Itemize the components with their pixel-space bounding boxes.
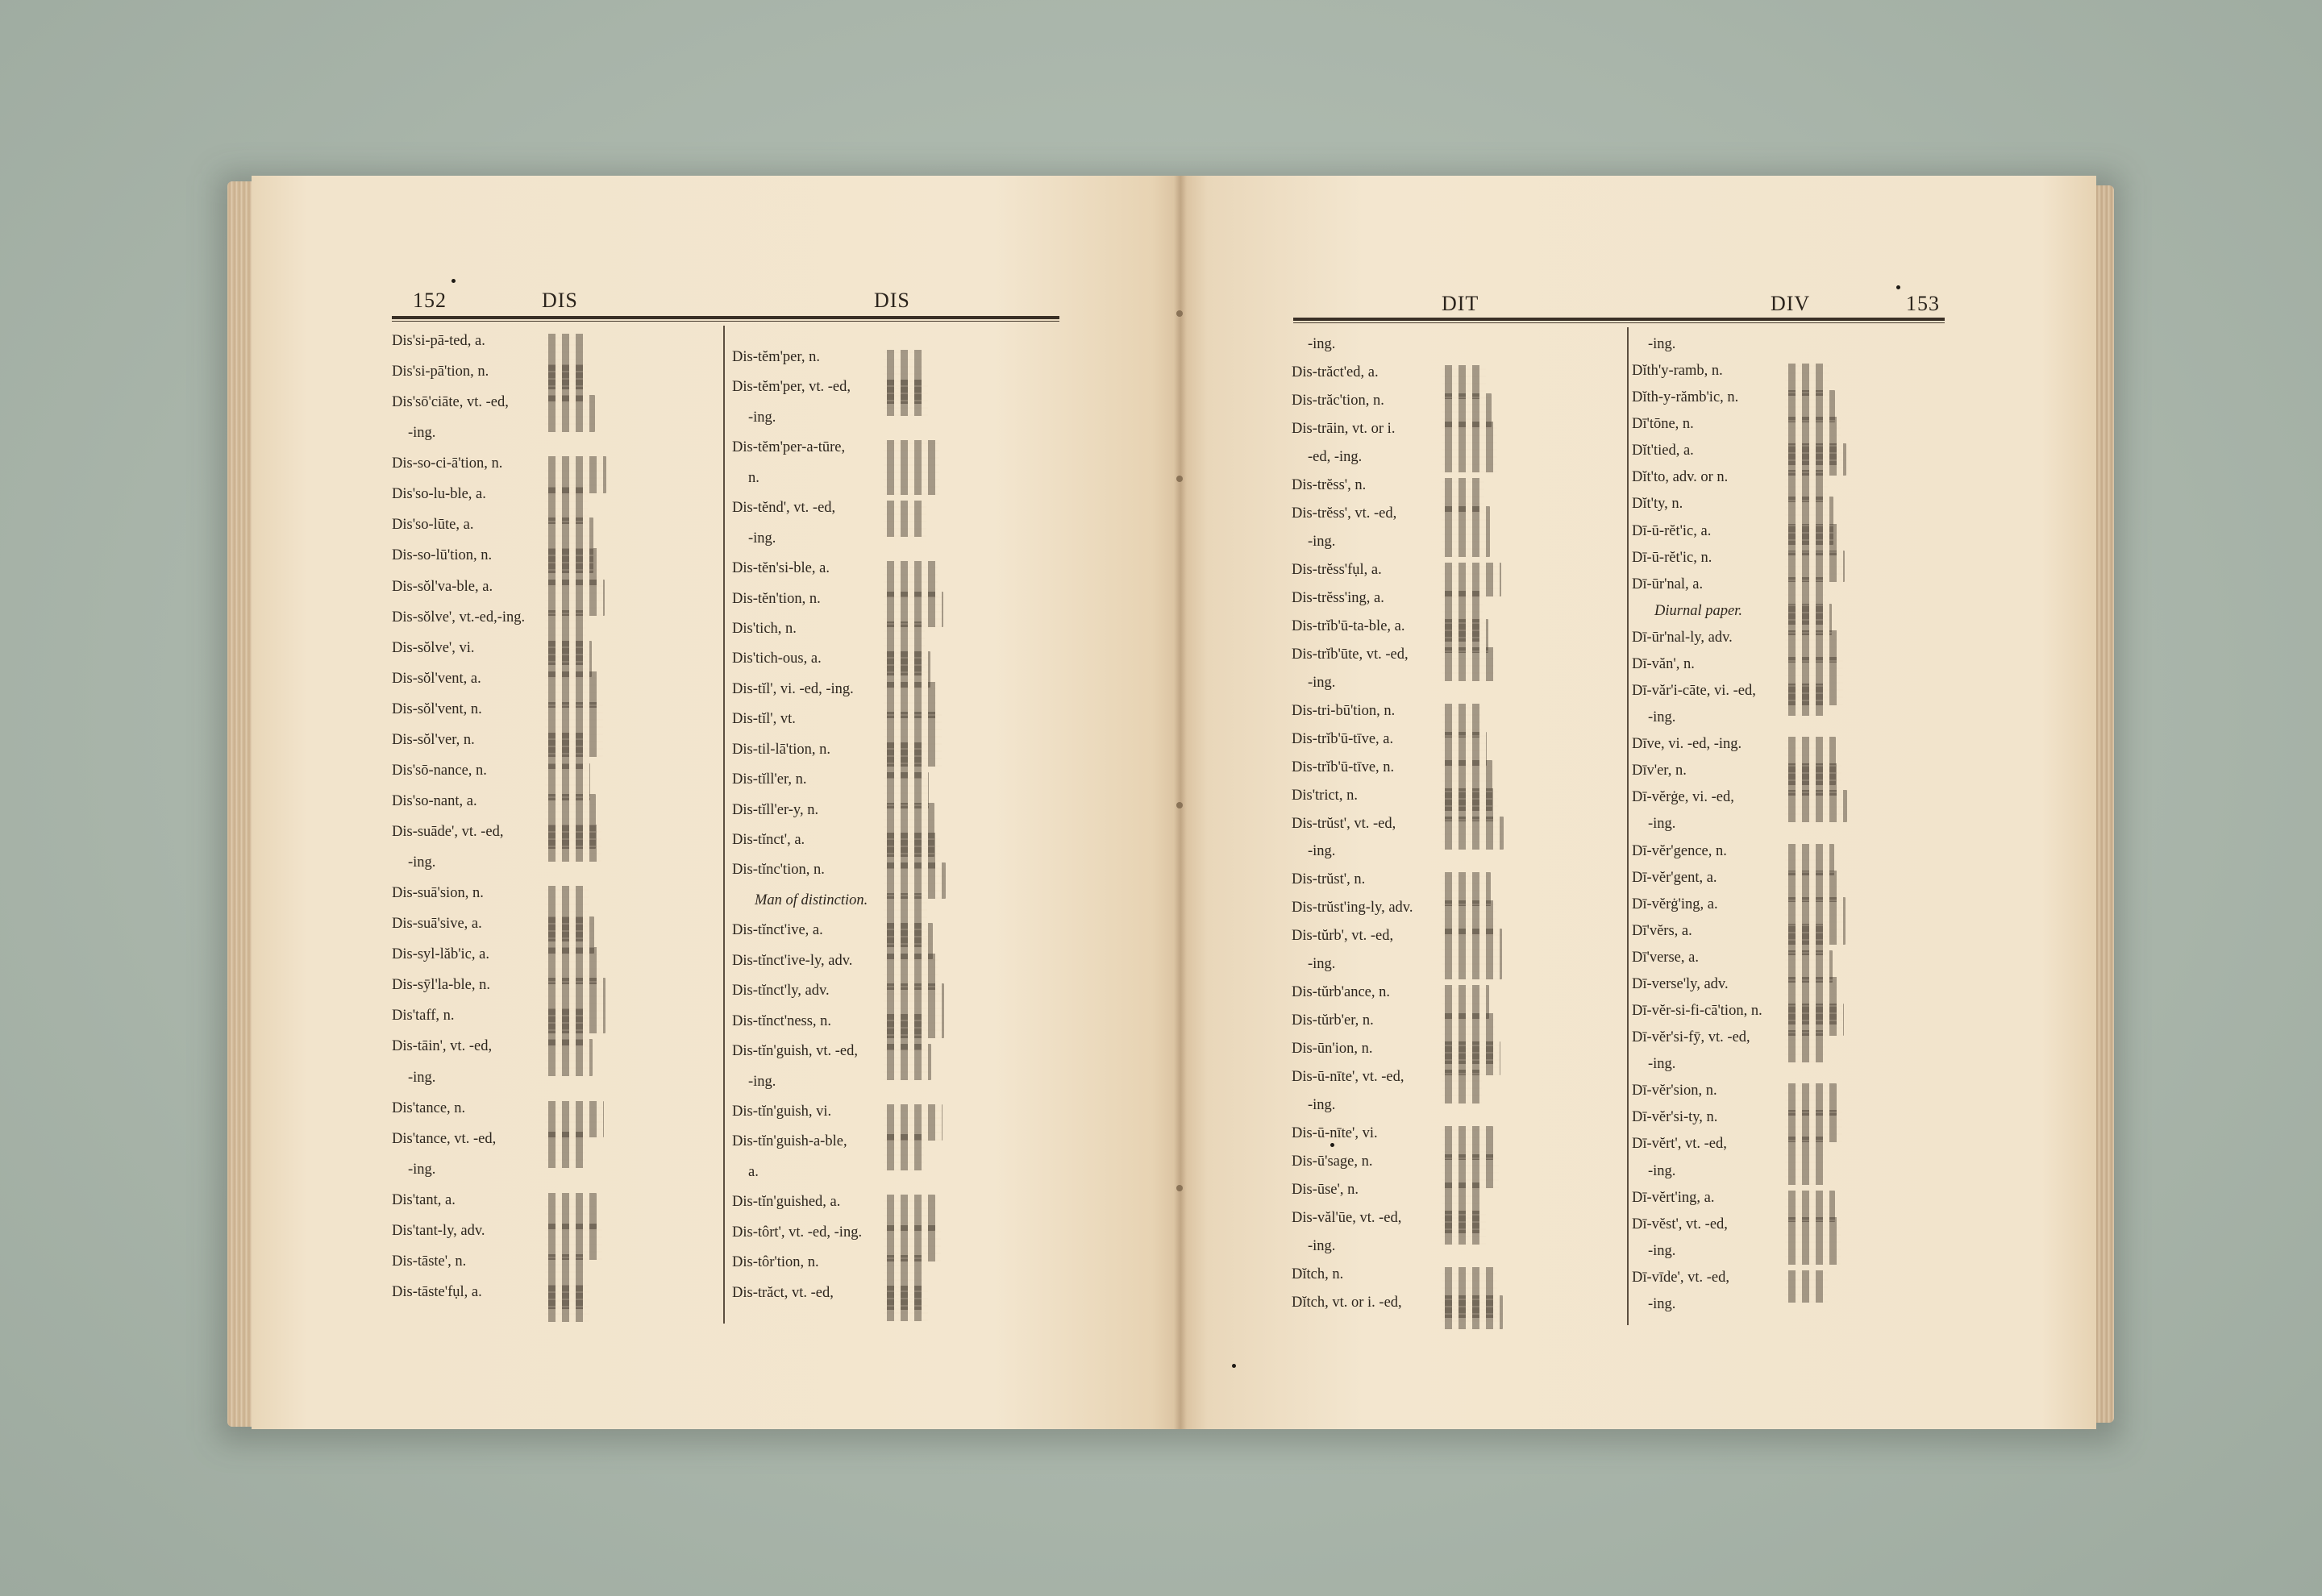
japanese-gloss-glyphs (1442, 422, 1497, 472)
dictionary-entry: -ed, -ing. (1308, 448, 1363, 465)
dictionary-entry: Dis'si-pā'tion, n. (392, 364, 489, 380)
dictionary-entry: Dis-ū-nīte', vi. (1292, 1125, 1378, 1142)
japanese-gloss-glyphs (545, 1039, 593, 1076)
japanese-gloss-glyphs (1442, 929, 1502, 979)
dictionary-entry: Dis'tant, a. (392, 1191, 456, 1208)
dictionary-entry: -ing. (748, 1073, 776, 1090)
dictionary-entry: Dis-tôr'tion, n. (732, 1254, 819, 1271)
dictionary-entry: Dī-vĕr'sion, n. (1632, 1083, 1717, 1099)
right-column-divider (1627, 327, 1629, 1325)
dictionary-entry: Dis-tĕn'si-ble, a. (732, 560, 830, 577)
left-column-divider (723, 326, 725, 1324)
dictionary-entry: Dis'so-lu-ble, a. (392, 486, 486, 503)
dictionary-entry: Dis-trĭb'ūte, vt. -ed, (1292, 646, 1409, 663)
dictionary-entry: -ing. (408, 1069, 436, 1086)
dictionary-entry: Dī-văr'i-cāte, vi. -ed, (1632, 683, 1756, 700)
dictionary-entry: -ing. (748, 530, 776, 547)
ink-speck (1896, 285, 1900, 289)
binding-stitch (1176, 1185, 1183, 1191)
dictionary-entry: Dis-so-lū'tion, n. (392, 547, 493, 564)
dictionary-entry: Dis-tĕnd', vt. -ed, (732, 500, 836, 517)
dictionary-entry: Dis-tŭrb'ance, n. (1292, 984, 1391, 1001)
japanese-gloss-glyphs (884, 1286, 928, 1322)
dictionary-entry: Dis-tĭnct'ive, a. (732, 922, 823, 939)
japanese-gloss-glyphs (545, 395, 595, 432)
japanese-gloss-glyphs (884, 440, 939, 494)
dictionary-entry: Dī-ū-rĕt'ic, n. (1632, 549, 1712, 566)
dictionary-entry: Dis-tāste', n. (392, 1253, 467, 1270)
dictionary-entry: Dis-sŏl'ver, n. (392, 731, 475, 748)
dictionary-entry: Dis-tĕn'tion, n. (732, 590, 821, 607)
left-page-number: 152 (413, 289, 447, 312)
dictionary-entry: -ing. (408, 854, 436, 871)
japanese-gloss-glyphs (1785, 790, 1847, 822)
dictionary-entry: Dī-vĕrġ'ing, a. (1632, 896, 1718, 912)
ink-speck (1232, 1364, 1236, 1368)
dictionary-entry: Dis-tĕm'per, vt. -ed, (732, 379, 851, 396)
dictionary-entry: -ing. (408, 425, 436, 442)
left-header-rule-thin (392, 321, 1059, 322)
dictionary-entry: Dis-ūn'ion, n. (1292, 1041, 1373, 1058)
dictionary-entry: Dis'tich-ous, a. (732, 650, 822, 667)
ink-speck (1330, 1143, 1334, 1147)
dictionary-entry: Dis-trĕss', n. (1292, 476, 1367, 493)
right-page-number: 153 (1906, 292, 1940, 315)
dictionary-entry: -ing. (1648, 1295, 1676, 1312)
japanese-gloss-glyphs (1785, 1030, 1825, 1062)
dictionary-entry: Dis-trĕss'ing, a. (1292, 589, 1384, 606)
dictionary-entry: Diurnal paper. (1654, 602, 1742, 619)
dictionary-entry: Dis-tĕm'per, n. (732, 349, 820, 365)
dictionary-entry: Dis-sŏlve', vt.-ed,-ing. (392, 609, 526, 626)
dictionary-entry: Dis-trĕss'fụl, a. (1292, 561, 1382, 578)
dictionary-entry: -ing. (1648, 1056, 1676, 1073)
dictionary-entry: Dī-vĕr'gence, n. (1632, 842, 1727, 859)
dictionary-entry: Dis-văl'ūe, vt. -ed, (1292, 1210, 1402, 1227)
dictionary-entry: Man of distinction. (755, 892, 868, 908)
dictionary-entry: Dis'si-pā-ted, a. (392, 333, 485, 349)
dictionary-entry: Dis-trŭst'ing-ly, adv. (1292, 900, 1413, 916)
dictionary-entry: Dis-so-ci-ā'tion, n. (392, 455, 503, 472)
dictionary-entry: Dis-tŭrb'er, n. (1292, 1012, 1374, 1029)
dictionary-entry: Dis-trĭb'ū-tīve, n. (1292, 759, 1395, 775)
dictionary-entry: n. (748, 469, 759, 486)
dictionary-entry: Dī-vĕr-si-fi-cā'tion, n. (1632, 1003, 1762, 1020)
japanese-gloss-glyphs (1442, 817, 1504, 850)
right-header-word: DIV (1771, 292, 1811, 315)
dictionary-entry: Dis-tri-bū'tion, n. (1292, 702, 1396, 719)
left-header-rule (392, 316, 1059, 319)
dictionary-entry: -ing. (1308, 843, 1336, 860)
dictionary-entry: Dī'tōne, n. (1632, 416, 1694, 433)
dictionary-entry: Dī-ūr'nal, a. (1632, 576, 1704, 592)
japanese-gloss-glyphs (1785, 1217, 1841, 1266)
japanese-gloss-glyphs (884, 501, 926, 537)
dictionary-entry: Dis-ū'sage, n. (1292, 1153, 1373, 1170)
left-header-center-word: DIS (874, 289, 910, 312)
dictionary-entry: Dis-trĭb'ū-ta-ble, a. (1292, 617, 1405, 634)
dictionary-entry: Dī-vĕrt', vt. -ed, (1632, 1136, 1727, 1153)
dictionary-entry: Dis-tôrt', vt. -ed, -ing. (732, 1224, 863, 1241)
dictionary-entry: Dī-vĕst', vt. -ed, (1632, 1216, 1728, 1232)
dictionary-entry: Dīve, vi. -ed, -ing. (1632, 736, 1742, 753)
dictionary-entry: Dis-suā'sion, n. (392, 885, 484, 902)
dictionary-entry: Dis'trict, n. (1292, 787, 1358, 804)
dictionary-entry: Dī-vīde', vt. -ed, (1632, 1269, 1729, 1286)
dictionary-entry: Dis-tŭrb', vt. -ed, (1292, 928, 1394, 945)
dictionary-entry: Dī-vĕr'si-ty, n. (1632, 1109, 1718, 1126)
dictionary-entry: Dī-vĕrt'ing, a. (1632, 1189, 1715, 1206)
dictionary-entry: Dis-syl-lăb'ic, a. (392, 946, 489, 963)
dictionary-entry: Dis-til-lā'tion, n. (732, 741, 831, 758)
dictionary-entry: Dis-trĭb'ū-tīve, a. (1292, 730, 1394, 747)
dictionary-entry: Dis-tĭll'er-y, n. (732, 801, 819, 818)
dictionary-entry: Dīv'er, n. (1632, 763, 1687, 779)
dictionary-entry: Dis-tĕm'per-a-tūre, (732, 439, 846, 456)
japanese-gloss-glyphs (1442, 1070, 1482, 1103)
ink-speck (452, 279, 456, 283)
dictionary-entry: -ing. (748, 409, 776, 426)
right-header-rule-thin (1293, 322, 1945, 323)
dictionary-entry: -ing. (1308, 533, 1336, 550)
dictionary-entry: Dĭtch, n. (1292, 1266, 1344, 1283)
dictionary-entry: Dis-suā'sive, a. (392, 916, 482, 933)
dictionary-entry: Dis'tant-ly, adv. (392, 1222, 485, 1239)
dictionary-entry: Dī-ūr'nal-ly, adv. (1632, 629, 1733, 646)
dictionary-entry: Dī-ū-rĕt'ic, a. (1632, 522, 1712, 539)
dictionary-entry: -ing. (1648, 709, 1676, 726)
dictionary-entry: Dis-tĭl', vi. -ed, -ing. (732, 680, 854, 697)
dictionary-entry: Dis-tĭn'guish, vi. (732, 1103, 832, 1120)
dictionary-entry: Dī'vĕrs, a. (1632, 922, 1692, 939)
dictionary-entry: a. (748, 1163, 759, 1180)
dictionary-entry: -ing. (1648, 336, 1676, 352)
dictionary-entry: Dis'sō-nance, n. (392, 762, 487, 779)
left-header-word: DIS (542, 289, 578, 312)
japanese-gloss-glyphs (1442, 506, 1490, 557)
dictionary-entry: Dis-trăc'tion, n. (1292, 392, 1384, 409)
japanese-gloss-glyphs (1785, 1137, 1824, 1185)
japanese-gloss-glyphs (1442, 1211, 1486, 1245)
dictionary-entry: Dis-tĭnct'ive-ly, adv. (732, 952, 853, 969)
dictionary-entry: Dĭt'to, adv. or n. (1632, 469, 1729, 486)
japanese-gloss-glyphs (545, 825, 601, 862)
japanese-gloss-glyphs (1442, 647, 1494, 681)
dictionary-entry: Dis'taff, n. (392, 1008, 455, 1025)
dictionary-entry: Dis-tĭll'er, n. (732, 771, 807, 788)
dictionary-entry: Dĭt'ty, n. (1632, 496, 1683, 513)
japanese-gloss-glyphs (884, 380, 928, 416)
dictionary-entry: Dis-sŏl'va-ble, a. (392, 578, 493, 595)
japanese-gloss-glyphs (1785, 684, 1825, 716)
dictionary-entry: Dī-văn', n. (1632, 655, 1695, 672)
dictionary-entry: Dis-trŭst', n. (1292, 871, 1366, 888)
japanese-gloss-glyphs (1785, 1270, 1828, 1303)
dictionary-entry: -ing. (1648, 1242, 1676, 1259)
dictionary-entry: Dī'verse, a. (1632, 949, 1699, 966)
dictionary-entry: Dis-tĭn'guish-a-ble, (732, 1133, 847, 1150)
dictionary-entry: -ing. (1648, 816, 1676, 833)
dictionary-entry: Dis-trĕss', vt. -ed, (1292, 505, 1397, 522)
dictionary-entry: Dī-vĕrġe, vi. -ed, (1632, 789, 1734, 806)
dictionary-entry: Dis-tĭnct'ly, adv. (732, 983, 830, 1000)
dictionary-entry: -ing. (1308, 336, 1336, 352)
dictionary-entry: Dĭth-y-rămb'ic, n. (1632, 389, 1739, 406)
dictionary-entry: Dis-tāin', vt. -ed, (392, 1038, 493, 1055)
dictionary-entry: Dis'so-lūte, a. (392, 517, 474, 534)
right-header-rule (1293, 318, 1945, 321)
binding-stitch (1176, 310, 1183, 317)
dictionary-entry: Dĭth'y-ramb, n. (1632, 363, 1723, 380)
dictionary-entry: Dis-tĭl', vt. (732, 711, 796, 728)
dictionary-entry: Dĭtch, vt. or i. -ed, (1292, 1295, 1402, 1311)
left-page (252, 176, 1180, 1429)
dictionary-entry: Dis-trăct, vt. -ed, (732, 1284, 834, 1301)
japanese-gloss-glyphs (545, 1132, 585, 1169)
dictionary-entry: Dis-tĭn'guish, vt. -ed, (732, 1043, 858, 1060)
dictionary-entry: Dis'tich, n. (732, 620, 797, 637)
japanese-gloss-glyphs (884, 1044, 931, 1080)
dictionary-entry: -ing. (1308, 1238, 1336, 1255)
japanese-gloss-glyphs (884, 1134, 924, 1170)
dictionary-entry: Dī-vĕr'si-fȳ, vt. -ed, (1632, 1029, 1750, 1046)
dictionary-entry: Dis-ū-nīte', vt. -ed, (1292, 1069, 1404, 1086)
dictionary-entry: Dis-sŏl'vent, a. (392, 670, 481, 687)
dictionary-entry: Dī-vĕr'gent, a. (1632, 869, 1717, 886)
dictionary-entry: Dis'tance, vt. -ed, (392, 1130, 497, 1147)
dictionary-entry: Dis-trāin, vt. or i. (1292, 420, 1396, 437)
dictionary-entry: -ing. (1308, 674, 1336, 691)
dictionary-entry: Dis-trŭst', vt. -ed, (1292, 815, 1396, 832)
dictionary-entry: Dis'sō'ciāte, vt. -ed, (392, 394, 509, 411)
dictionary-entry: -ing. (1308, 956, 1336, 973)
dictionary-entry: Dĭt'tied, a. (1632, 443, 1694, 459)
right-header-center-word: DIT (1442, 292, 1479, 315)
dictionary-entry: Dī-verse'ly, adv. (1632, 975, 1729, 992)
dictionary-entry: Dis-ūse', n. (1292, 1182, 1359, 1199)
dictionary-entry: Dis-tĭn'guished, a. (732, 1194, 841, 1211)
dictionary-entry: Dis'so-nant, a. (392, 792, 477, 809)
dictionary-entry: Dis-sŏl'vent, n. (392, 700, 482, 717)
dictionary-entry: Dis-trăct'ed, a. (1292, 364, 1379, 380)
dictionary-entry: -ing. (1308, 1097, 1336, 1114)
dictionary-entry: Dis-sŏlve', vi. (392, 639, 475, 656)
dictionary-entry: -ing. (408, 1161, 436, 1178)
japanese-gloss-glyphs (1442, 1295, 1503, 1329)
dictionary-entry: Dis-tāste'fụl, a. (392, 1283, 482, 1300)
dictionary-entry: -ing. (1648, 1162, 1676, 1179)
dictionary-entry: Dis-tĭnct'ness, n. (732, 1012, 832, 1029)
binding-stitch (1176, 802, 1183, 808)
japanese-gloss-glyphs (545, 1285, 589, 1322)
binding-stitch (1176, 476, 1183, 482)
dictionary-entry: Dis'tance, n. (392, 1099, 466, 1116)
dictionary-entry: Dis-tĭnct', a. (732, 832, 805, 848)
dictionary-entry: Dis-tĭnc'tion, n. (732, 862, 825, 879)
dictionary-entry: Dis-suāde', vt. -ed, (392, 824, 504, 840)
dictionary-entry: Dis-sȳl'la-ble, n. (392, 977, 491, 994)
